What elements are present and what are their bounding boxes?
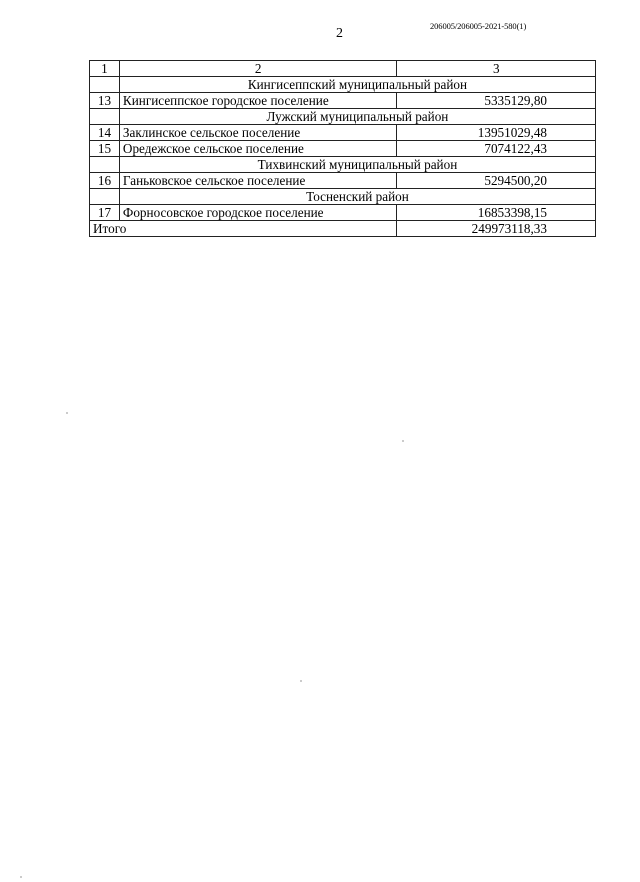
district-row xyxy=(90,189,596,205)
column-number-1: 1 xyxy=(90,61,120,77)
row-number: 13 xyxy=(90,93,120,109)
amount-cell: 7074122,43 xyxy=(397,141,596,157)
settlement-name: Ганьковское сельское поселение xyxy=(119,173,397,189)
district-heading: Тихвинский муниципальный район xyxy=(119,157,595,173)
scan-speck xyxy=(300,680,302,682)
table-row xyxy=(90,125,596,141)
district-blank-cell xyxy=(90,189,120,205)
amount-cell: 13951029,48 xyxy=(397,125,596,141)
district-heading: Тосненский район xyxy=(119,189,595,205)
column-number-row xyxy=(90,61,596,77)
scan-speck xyxy=(20,876,22,878)
table-row xyxy=(90,93,596,109)
settlement-name: Оредежское сельское поселение xyxy=(119,141,397,157)
table-row xyxy=(90,173,596,189)
column-number-2: 2 xyxy=(119,61,397,77)
page-number: 2 xyxy=(336,26,343,41)
total-row xyxy=(90,221,596,237)
scan-speck xyxy=(66,412,68,414)
row-number: 14 xyxy=(90,125,120,141)
total-label: Итого xyxy=(90,221,397,237)
district-blank-cell xyxy=(90,157,120,173)
document-code: 206005/206005-2021-580(1) xyxy=(430,21,527,31)
district-row xyxy=(90,77,596,93)
table-row xyxy=(90,141,596,157)
amount-cell: 5335129,80 xyxy=(397,93,596,109)
amount-cell: 5294500,20 xyxy=(397,173,596,189)
settlement-name: Заклинское сельское поселение xyxy=(119,125,397,141)
amount-cell: 16853398,15 xyxy=(397,205,596,221)
settlement-name: Форносовское городское поселение xyxy=(119,205,397,221)
settlement-name: Кингисеппское городское поселение xyxy=(119,93,397,109)
row-number: 15 xyxy=(90,141,120,157)
district-heading: Лужский муниципальный район xyxy=(119,109,595,125)
table-row xyxy=(90,205,596,221)
total-amount: 249973118,33 xyxy=(397,221,596,237)
district-row xyxy=(90,109,596,125)
district-blank-cell xyxy=(90,109,120,125)
district-heading: Кингисеппский муниципальный район xyxy=(119,77,595,93)
scan-speck xyxy=(402,440,404,442)
row-number: 17 xyxy=(90,205,120,221)
row-number: 16 xyxy=(90,173,120,189)
allocation-table xyxy=(89,60,596,237)
district-blank-cell xyxy=(90,77,120,93)
district-row xyxy=(90,157,596,173)
column-number-3: 3 xyxy=(397,61,596,77)
